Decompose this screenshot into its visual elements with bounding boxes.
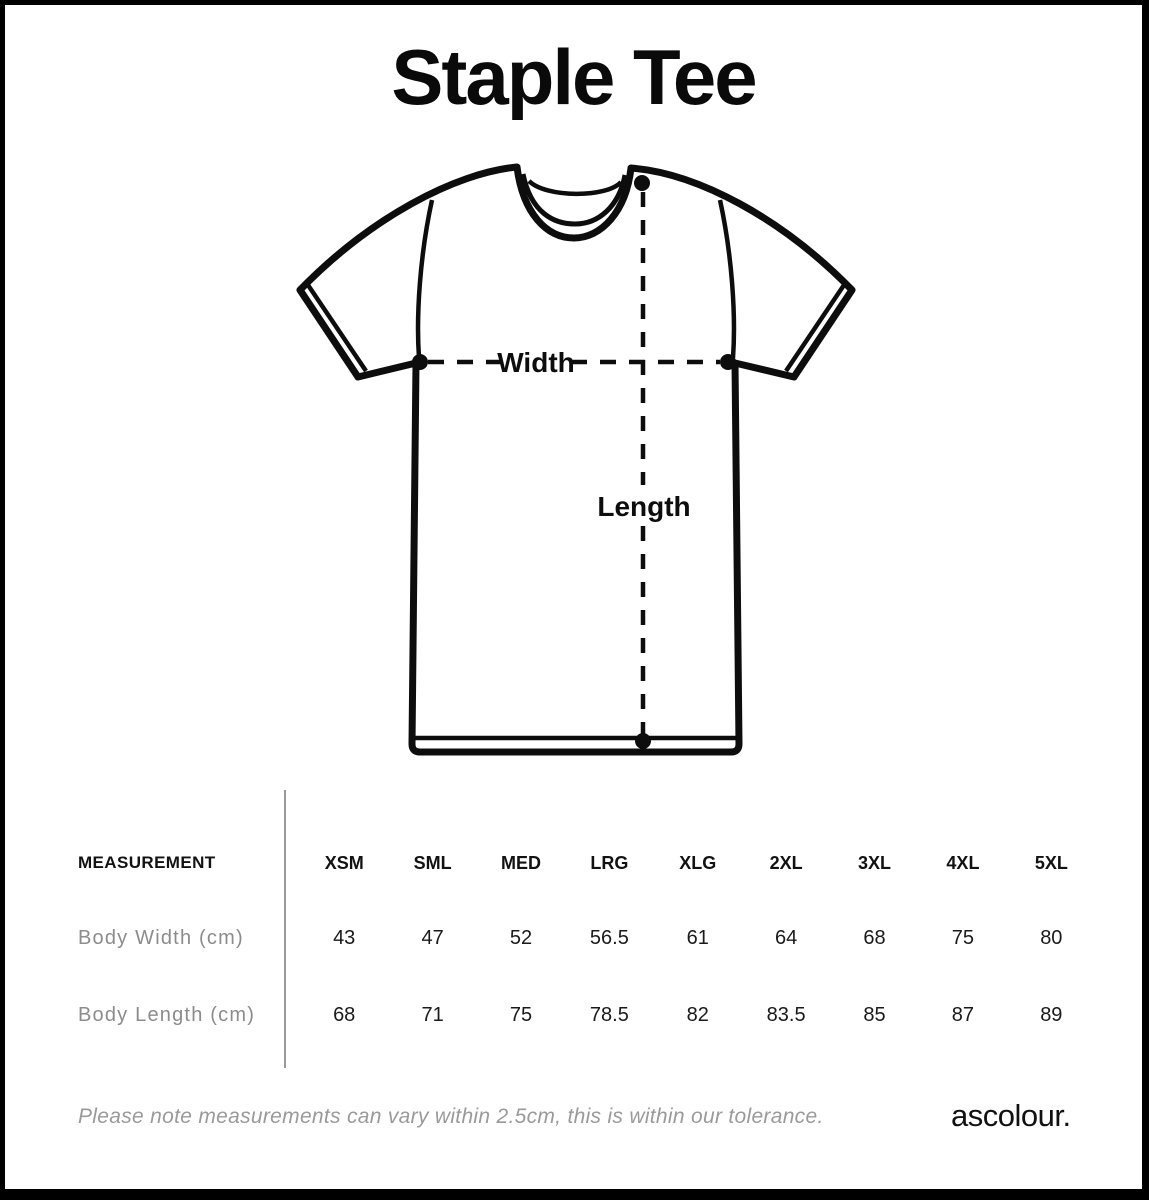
body-width-value: 56.5 [589,927,629,949]
body-width-value: 61 [686,927,709,949]
right-cuff-line [786,285,844,371]
shoulder-point-dot [634,175,650,191]
size-header: 2XL [769,853,803,873]
measurement-header: MEASUREMENT [78,853,216,872]
tshirt-drawing [270,140,890,780]
left-cuff-line [308,285,366,371]
size-header: LRG [590,853,629,873]
left-armhole-seam [418,200,432,358]
body-width-value: 43 [333,927,356,949]
body-length-value: 68 [333,1004,356,1026]
page-title: Staple Tee [391,33,756,121]
row-label-body-width: Body Width (cm) [78,927,244,949]
body-length-cells [300,992,1096,1038]
size-header: 5XL [1034,853,1068,873]
size-header: 4XL [946,853,980,873]
table-row-body-length [5,992,1142,1038]
right-width-dot [720,354,736,370]
brand-logo: ascolour. [951,1098,1071,1133]
table-row-body-width [5,915,1142,961]
tshirt-diagram [270,140,890,780]
size-header: MED [500,853,541,873]
body-length-value: 87 [951,1004,975,1026]
body-width-value: 80 [1040,927,1063,949]
body-width-value: 52 [509,927,533,949]
body-width-value: 64 [775,927,798,949]
body-width-value: 68 [863,927,886,949]
body-length-value: 89 [1040,1004,1063,1026]
size-header-cells [300,840,1096,886]
size-header: XLG [679,853,717,873]
body-length-value: 82 [686,1004,709,1026]
back-collar-line [529,181,621,194]
body-length-value: 85 [863,1004,886,1026]
body-length-value: 78.5 [589,1004,629,1026]
table-header-row [5,840,1142,886]
body-width-value: 47 [421,927,444,949]
size-header: XSM [324,853,364,873]
size-header: SML [413,853,452,873]
right-armhole-seam [720,200,734,358]
body-width-value: 75 [951,927,975,949]
body-length-value: 75 [509,1004,533,1026]
width-label: Width [497,347,575,378]
left-width-dot [412,354,428,370]
body-length-value: 71 [421,1004,444,1026]
row-label-body-length: Body Length (cm) [78,1004,256,1026]
tshirt-outline [300,167,852,752]
length-label: Length [597,491,691,522]
tolerance-note: Please note measurements can vary within 2.5cm, this is within our tolerance. [78,1105,824,1128]
body-length-value: 83.5 [766,1004,806,1026]
hem-point-dot [635,733,651,749]
size-header: 3XL [858,853,892,873]
body-width-cells [300,915,1096,961]
